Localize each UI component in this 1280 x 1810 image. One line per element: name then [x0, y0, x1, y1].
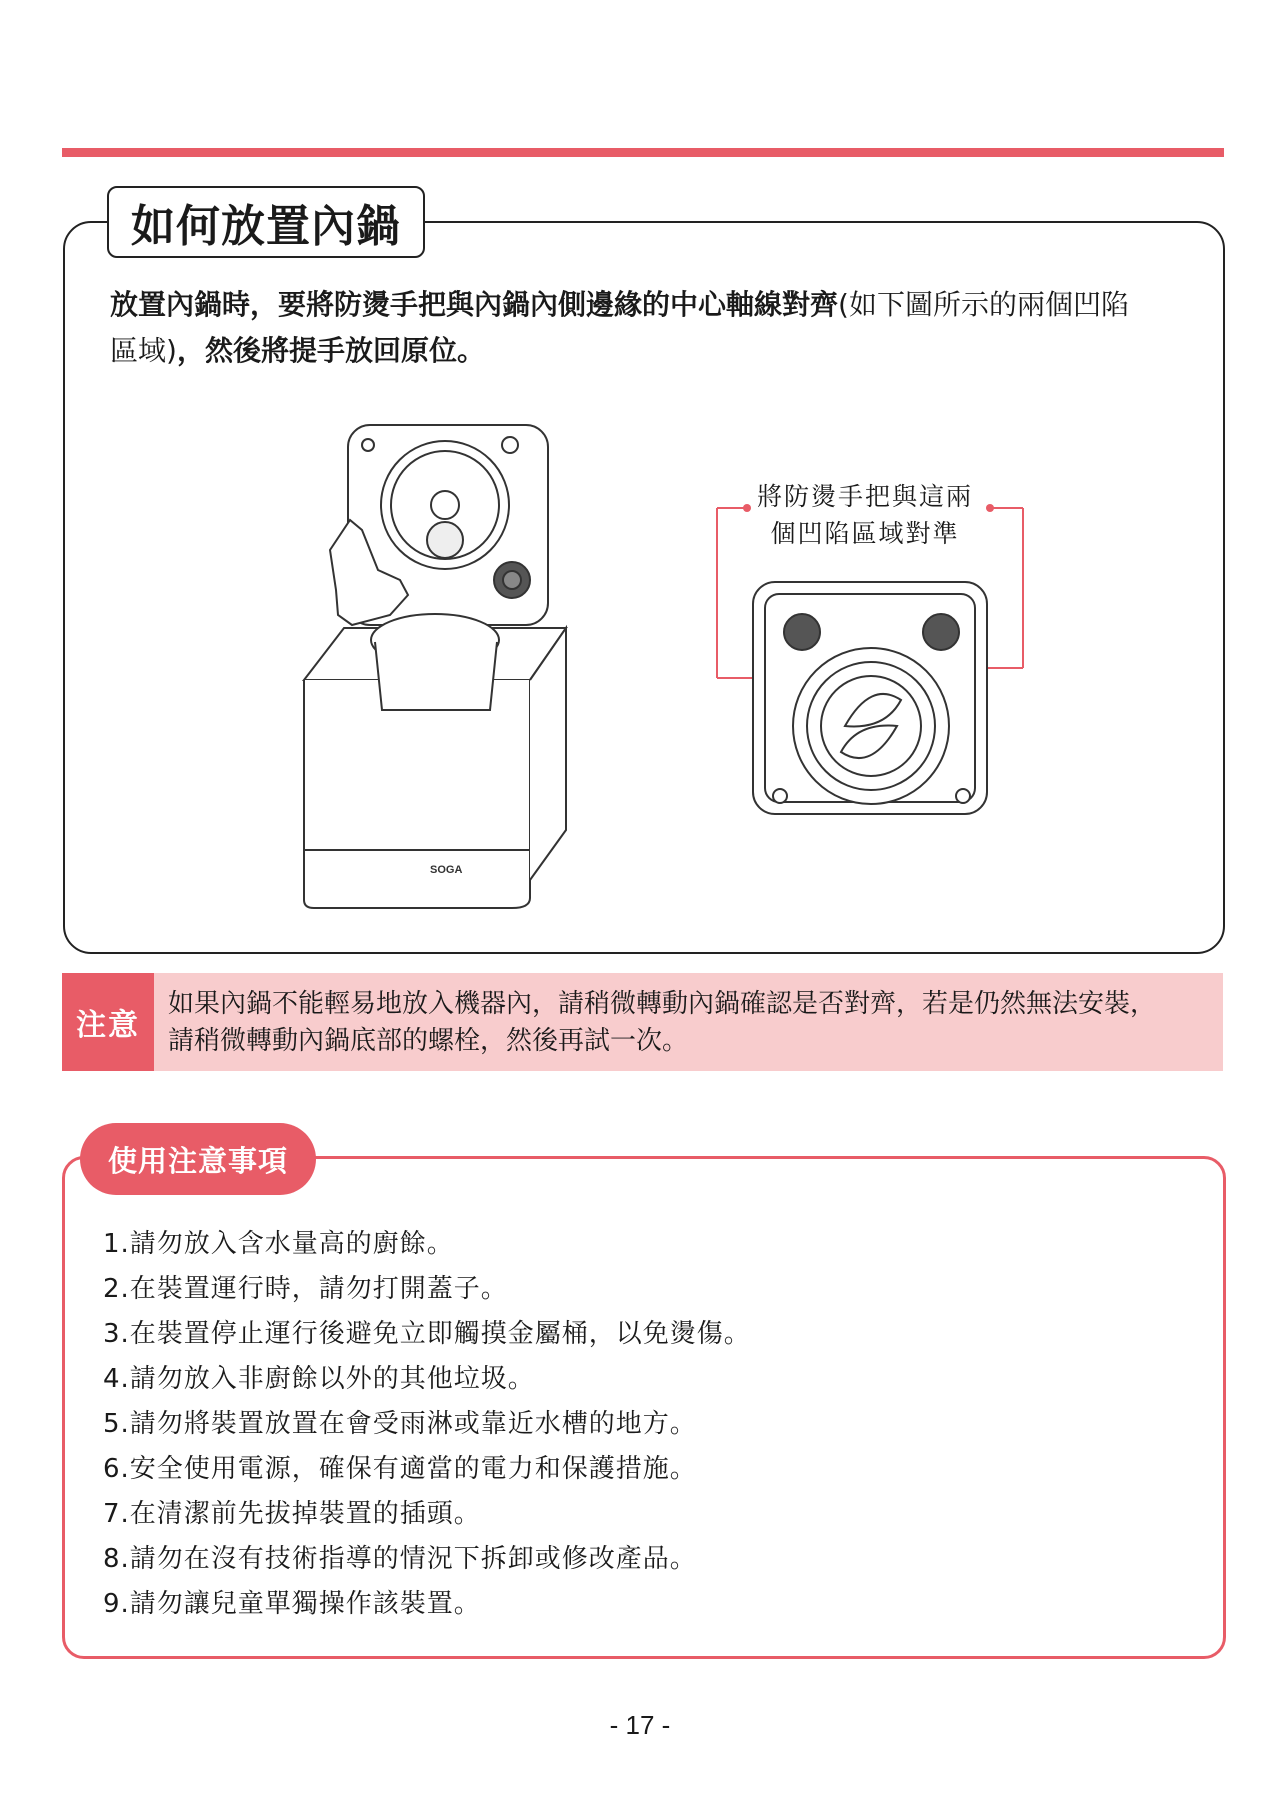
- top-view-alignment-illustration: [705, 490, 1045, 830]
- note-text: [168, 986, 1208, 1060]
- note-label: 注意: [62, 973, 154, 1071]
- intro-regular-part: (如下圖所示的兩個凹陷區域): [110, 288, 1129, 367]
- list-item: 9.請勿讓兒童單獨操作該裝置。: [103, 1589, 481, 1619]
- note-line-2: 請稍微轉動內鍋底部的螺栓，然後再試一次。: [168, 1026, 689, 1056]
- brand-logo: SOGA: [430, 864, 463, 876]
- page-number: - 17 -: [609, 1710, 671, 1740]
- section-title-precautions: 使用注意事項: [80, 1123, 316, 1195]
- intro-bold-part2: ，然後將提手放回原位。: [176, 334, 485, 367]
- callout-line-2: 個凹陷區域對準: [770, 519, 960, 548]
- list-item: 1.請勿放入含水量高的廚餘。: [103, 1229, 454, 1259]
- callout-line-1: 將防燙手把與這兩: [756, 482, 973, 511]
- list-item: 8.請勿在沒有技術指導的情況下拆卸或修改產品。: [103, 1544, 697, 1574]
- list-item: 4.請勿放入非廚餘以外的其他垃圾。: [103, 1364, 535, 1394]
- list-item: 6.安全使用電源，確保有適當的電力和保護措施。: [103, 1454, 697, 1484]
- intro-bold-part1: 放置內鍋時，要將防燙手把與內鍋內側邊緣的中心軸線對齊: [110, 288, 839, 321]
- list-item: 7.在清潔前先拔掉裝置的插頭。: [103, 1499, 481, 1529]
- list-item: 5.請勿將裝置放置在會受雨淋或靠近水槽的地方。: [103, 1409, 697, 1439]
- section-title-placement: 如何放置內鍋: [107, 186, 425, 258]
- top-accent-rule: [62, 148, 1224, 157]
- placement-instructions: [110, 282, 1150, 374]
- list-item: 3.在裝置停止運行後避免立即觸摸金屬桶，以免燙傷。: [103, 1319, 751, 1349]
- precautions-list: [103, 1222, 751, 1627]
- device-open-lid-illustration: [290, 410, 580, 920]
- list-item: 2.在裝置運行時，請勿打開蓋子。: [103, 1274, 508, 1304]
- note-line-1: 如果內鍋不能輕易地放入機器內，請稍微轉動內鍋確認是否對齊，若是仍然無法安裝，: [168, 989, 1157, 1019]
